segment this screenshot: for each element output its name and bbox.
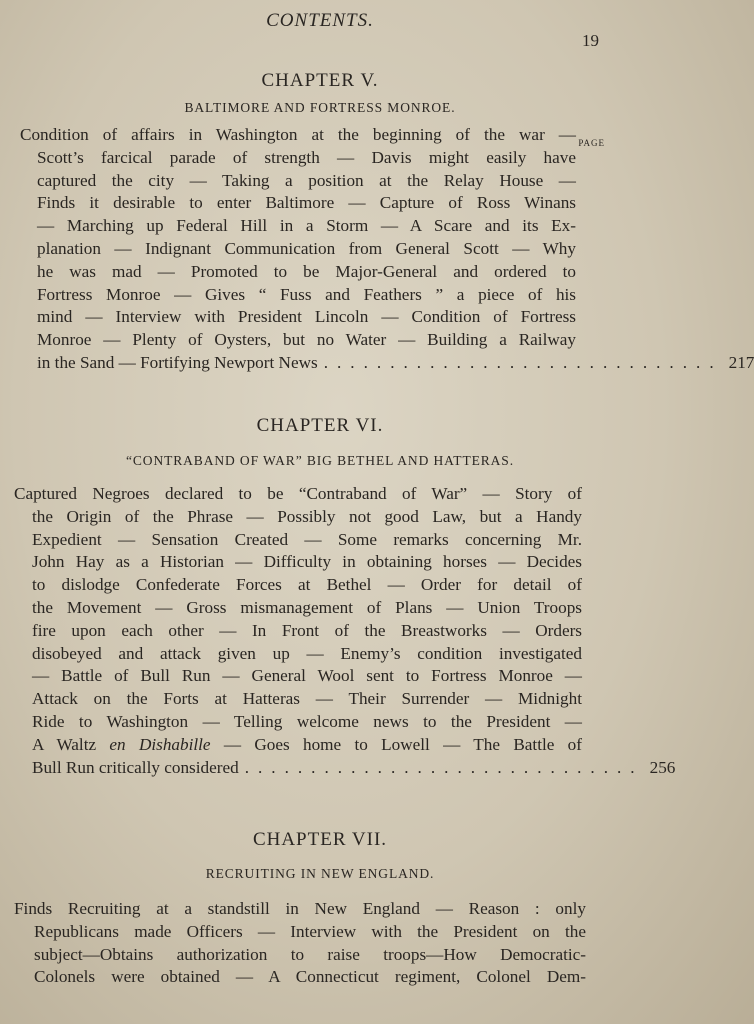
summary-line: planation — Indignant Communication from General Scott — Why xyxy=(37,238,576,258)
summary-line-waltz xyxy=(14,734,582,757)
page-column-label: PAGE xyxy=(578,138,605,148)
summary-line: Finds Recruiting at a standstill in New England — Reason : only xyxy=(14,899,586,918)
summary-line: in the Sand — Fortifying Newport News xyxy=(37,352,318,372)
summary-line: to dislodge Confederate Forces at Bethel — Order for detail of xyxy=(32,575,582,595)
chapter-7-title: CHAPTER VII. xyxy=(252,829,388,850)
summary-line: Republicans made Officers — Interview with the President on the xyxy=(34,921,586,941)
summary-line: Captured Negroes declared to be “Contraband of War” — Story of xyxy=(14,484,582,503)
summary-line: Attack on the Forts at Hatteras — Their Surrender — Midnight xyxy=(32,689,582,709)
summary-last-line xyxy=(14,757,676,780)
summary-line: Expedient — Sensation Created — Some remarks concerning Mr. xyxy=(32,529,582,549)
summary-line: subject—Obtains authorization to raise troops—How Democratic- xyxy=(34,944,586,964)
summary-line: Ride to Washington — Telling welcome news to the President — xyxy=(32,711,582,731)
chapter-5-title: CHAPTER V. xyxy=(261,70,379,91)
summary-line: the Movement — Gross mismanagement of Plans — Union Troops xyxy=(32,597,582,617)
summary-last-line xyxy=(20,352,754,375)
summary-line: — Marching up Federal Hill in a Storm — A Scare and its Ex- xyxy=(37,216,576,236)
chapter-7-subtitle: RECRUITING IN NEW ENGLAND. xyxy=(205,866,435,881)
summary-line: Colonels were obtained — A Connecticut regiment, Colonel Dem- xyxy=(34,967,586,987)
page-reference: 217 xyxy=(728,352,754,372)
summary-line: Bull Run critically considered xyxy=(32,757,239,777)
summary-line: Monroe — Plenty of Oysters, but no Water — Building a Railway xyxy=(37,330,576,350)
summary-line: Fortress Monroe — Gives “ Fuss and Feathers ” a piece of his xyxy=(37,284,576,304)
dot-leader: .............................. xyxy=(323,352,723,372)
summary-line: he was mad — Promoted to be Major-General and ordered to xyxy=(37,261,576,281)
summary-line: Condition of affairs in Washington at the beginning of the war — xyxy=(20,125,576,144)
chapter-6-summary xyxy=(14,483,676,779)
running-head: CONTENTS. xyxy=(266,10,374,31)
waltz-italic: en Dishabille xyxy=(109,734,211,754)
page-reference: 256 xyxy=(649,757,676,777)
waltz-after: — Goes home to Lowell — The Battle of xyxy=(210,734,582,754)
waltz-before: A Waltz xyxy=(32,734,110,754)
summary-line: Finds it desirable to enter Baltimore — Capture of Ross Winans xyxy=(37,193,576,213)
summary-line: disobeyed and attack given up — Enemy’s condition investigated xyxy=(32,643,582,663)
summary-line: captured the city — Taking a position at the Relay House — xyxy=(37,170,576,190)
summary-line: mind — Interview with President Lincoln — Condition of Fortress xyxy=(37,307,576,327)
summary-line: the Origin of the Phrase — Possibly not good Law, but a Handy xyxy=(32,506,582,526)
page-number: 19 xyxy=(582,31,599,50)
summary-line: fire upon each other — In Front of the Breastworks — Orders xyxy=(32,620,582,640)
chapter-5-subtitle: BALTIMORE AND FORTRESS MONROE. xyxy=(184,100,456,115)
summary-line: — Battle of Bull Run — General Wool sent to Fortress Monroe — xyxy=(32,666,582,686)
chapter-7-summary xyxy=(14,898,586,989)
dot-leader: .............................. xyxy=(244,757,644,777)
chapter-6-title: CHAPTER VI. xyxy=(256,415,384,436)
summary-line: John Hay as a Historian — Difficulty in obtaining horses — Decides xyxy=(32,552,582,572)
summary-line: Scott’s farcical parade of strength — Davis might easily have xyxy=(37,147,576,167)
chapter-6-subtitle: “CONTRABAND OF WAR” BIG BETHEL AND HATTERAS. xyxy=(126,453,514,468)
